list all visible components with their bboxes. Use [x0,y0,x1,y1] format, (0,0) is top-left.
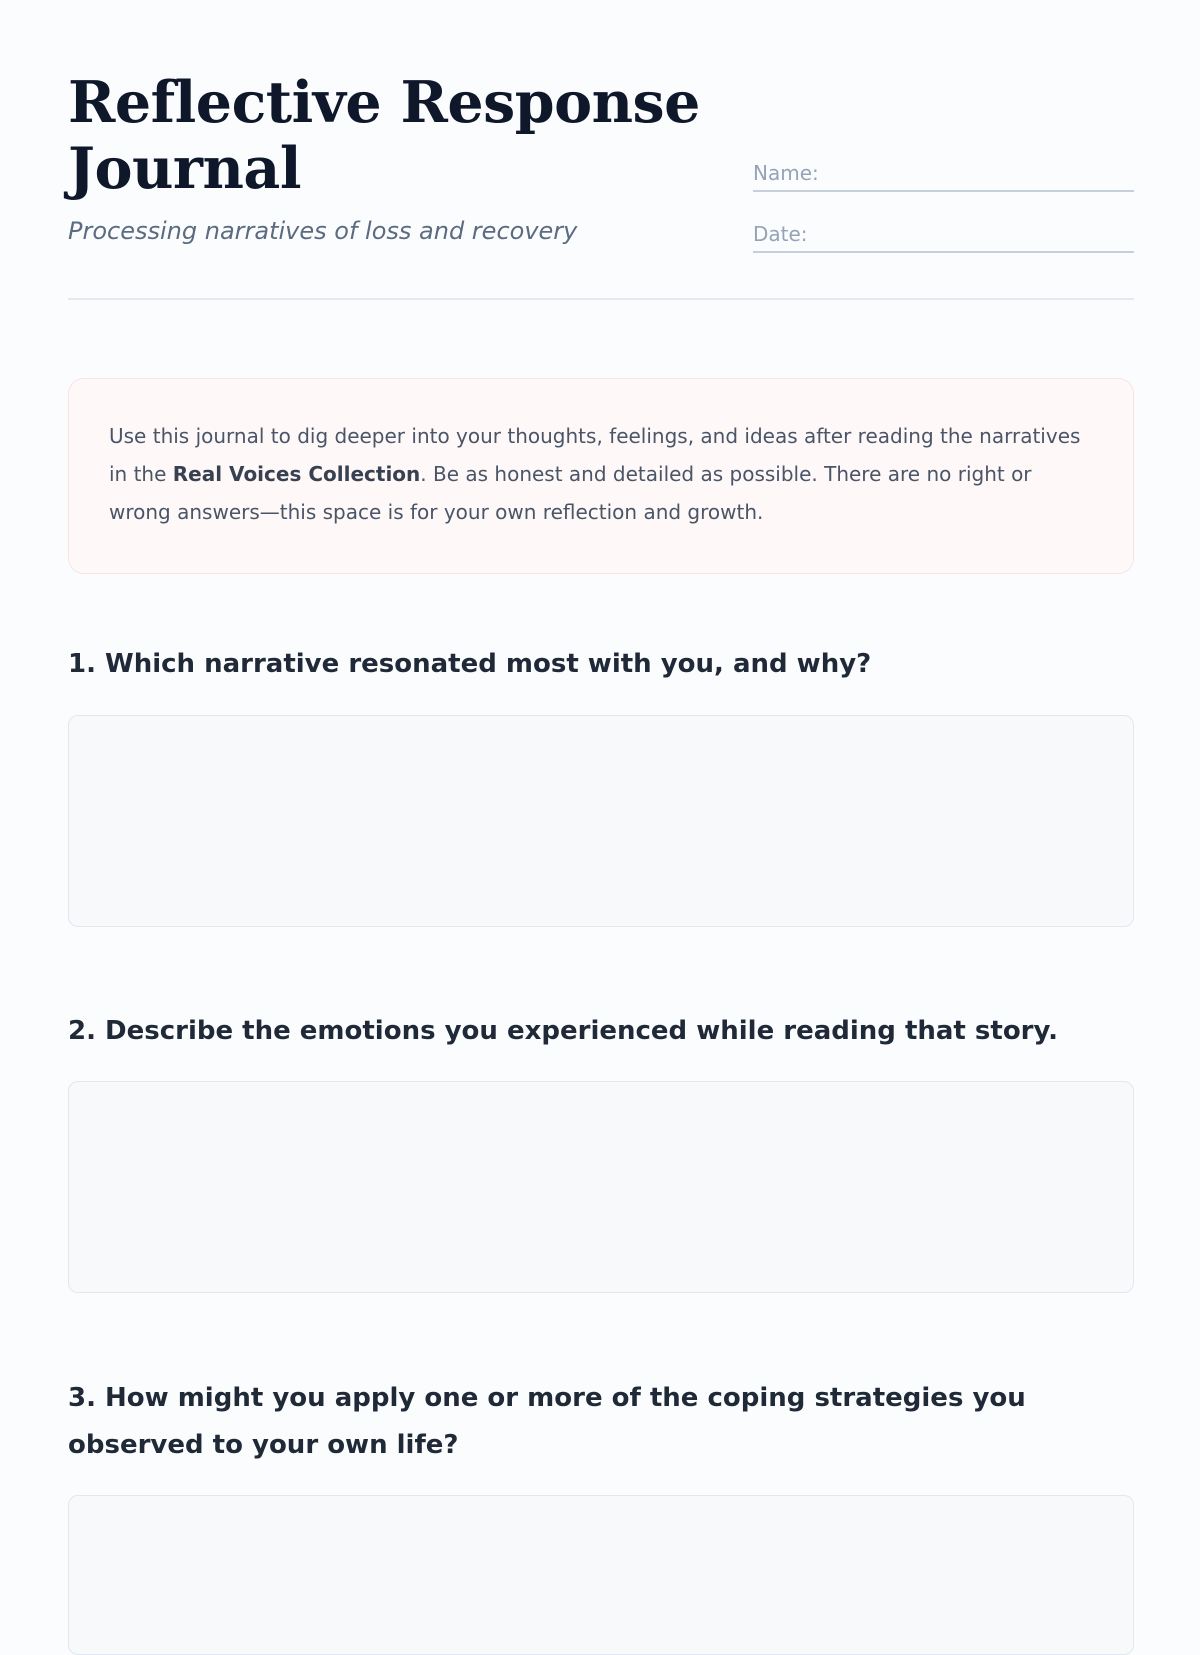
instructions-box [68,378,1134,574]
instructions-text-end: . Be as honest and detailed as possible. There are no right or wrong answers—this space is for your own reflection and growth. [109,462,1032,524]
instructions-text-start: Use this journal to dig deeper into your thoughts, feelings, and ideas after reading the narratives in the [109,424,1081,486]
question-3: 3. How might you apply one or more of the coping strategies you observed to your own life? [68,1383,1026,1460]
question-2: 2. Describe the emotions you experienced while reading that story. [68,1016,1058,1046]
journal-header [68,0,1134,300]
collection-name: Real Voices Collection [172,462,421,486]
date-field-label: Date: [753,222,808,246]
name-field-label: Name: [753,161,819,185]
page-subtitle: Processing narratives of loss and recovery [68,217,578,245]
page-title: Reflective Response Journal [68,69,700,202]
answer-box-3[interactable] [68,1495,1134,1655]
date-field[interactable] [753,221,1134,253]
journal-page [68,0,1134,1460]
answer-box-2[interactable] [68,1081,1134,1293]
name-field[interactable] [753,160,1134,192]
answer-box-1[interactable] [68,715,1134,927]
question-1: 1. Which narrative resonated most with you, and why? [68,649,872,679]
